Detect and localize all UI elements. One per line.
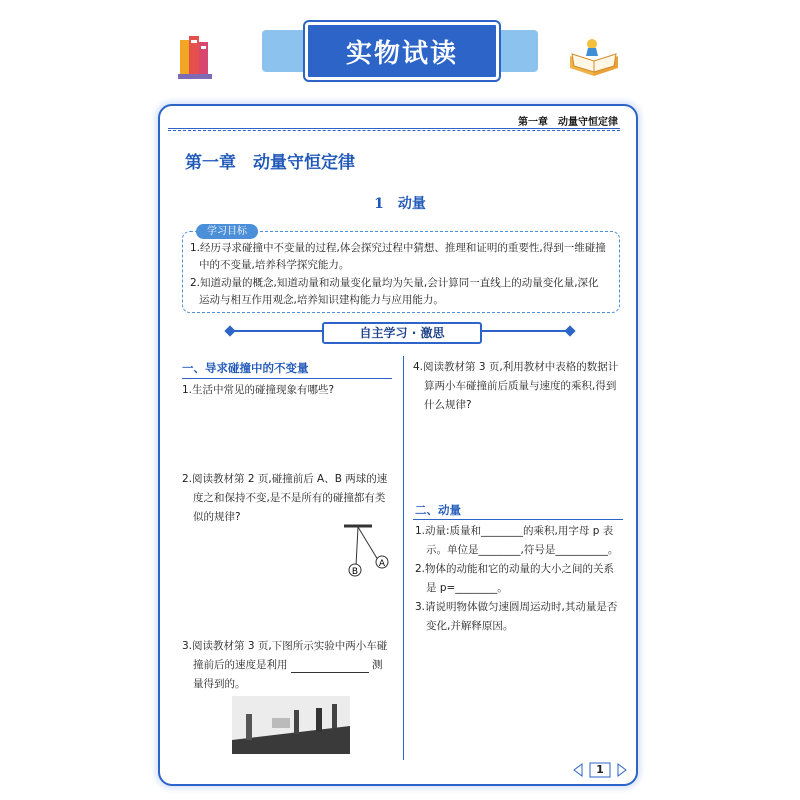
question-3-line: 3.阅读教材第 3 页,下图所示实验中两小车碰 xyxy=(182,640,388,652)
question-1: 1.生活中常见的碰撞现象有哪些? xyxy=(182,384,335,396)
momentum-item-line: 1.动量:质量和________的乘积,用字母 p 表 xyxy=(415,525,614,537)
running-header: 第一章 动量守恒定律 xyxy=(518,117,618,128)
banner-title: 实物试读 xyxy=(305,22,499,80)
books-icon xyxy=(176,34,218,80)
objective-line: 2.知道动量的概念,知道动量和动量变化量均为矢量,会计算同一直线上的动量变化量,深化 xyxy=(190,277,599,289)
objective-line: 运动与相互作用观念,培养知识建构能力与应用能力。 xyxy=(199,294,444,306)
momentum-item-line: 变化,并解释原因。 xyxy=(426,620,514,632)
section-heading-invariant: 一、导求碰撞中的不变量 xyxy=(182,361,309,375)
study-banner: 自主学习 · 激思 xyxy=(322,322,482,344)
section-title: 1 动量 xyxy=(374,196,426,212)
question-2-line: 似的规律? xyxy=(193,511,241,523)
ball-a-label: A xyxy=(378,559,386,569)
momentum-item-line: 3.请说明物体做匀速圆周运动时,其动量是否 xyxy=(415,601,618,613)
heading-underline xyxy=(413,519,623,520)
question-3-line: 测 xyxy=(372,659,383,671)
cart-experiment-photo xyxy=(232,696,350,754)
question-4-line: 什么规律? xyxy=(424,399,472,411)
question-3-line: 量得到的。 xyxy=(193,678,246,690)
question-3-line: 撞前后的速度是利用 xyxy=(193,659,288,671)
question-2-line: 度之和保持不变,是不是所有的碰撞都有类 xyxy=(193,492,386,504)
momentum-item-line: 是 p=________。 xyxy=(426,582,508,594)
heading-underline xyxy=(182,378,392,379)
momentum-item-line: 2.物体的动能和它的动量的大小之间的关系 xyxy=(415,563,615,575)
question-4-line: 4.阅读教材第 3 页,利用教材中表格的数据计 xyxy=(413,361,619,373)
pendulum-diagram xyxy=(332,524,394,580)
question-2-line: 2.阅读教材第 2 页,碰撞前后 A、B 两球的速 xyxy=(182,473,388,485)
objectives-tag: 学习目标 xyxy=(196,224,258,239)
answer-blank xyxy=(291,672,369,673)
column-divider xyxy=(403,356,404,760)
page-number: 1 xyxy=(596,763,604,776)
ball-b-label: B xyxy=(351,567,359,577)
momentum-item-line: 示。单位是________,符号是__________。 xyxy=(426,544,619,556)
section-heading-momentum: 二、动量 xyxy=(415,503,461,517)
question-4-line: 算两小车碰撞前后质量与速度的乘积,得到 xyxy=(424,380,617,392)
objective-line: 1.经历寻求碰撞中不变量的过程,体会探究过程中猜想、推理和证明的重要性,得到一维碰撞 xyxy=(190,242,606,254)
open-book-icon xyxy=(566,36,624,78)
chapter-title: 第一章 动量守恒定律 xyxy=(185,153,355,173)
header-rule xyxy=(168,128,620,129)
header-rule-dashed xyxy=(168,130,620,131)
objective-line: 中的不变量,培养科学探究能力。 xyxy=(199,259,350,271)
